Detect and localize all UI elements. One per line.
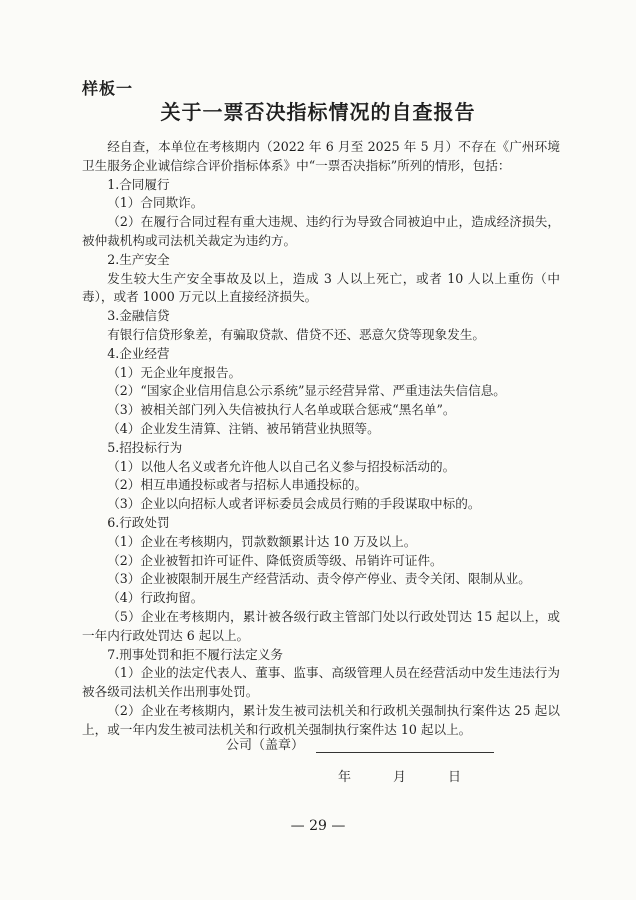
criteria-item: （1）以他人名义或者允许他人以自己名义参与招投标活动的。 [107,458,456,474]
signature-line [316,737,494,753]
signature-row [226,734,494,753]
section-heading: 6.行政处罚 [107,514,170,530]
date-day: 日 [448,770,462,785]
criteria-item: （3）企业被限制开展生产经营活动、责令停产停业、责令关闭、限制从业。 [107,571,531,587]
criteria-section [82,514,560,646]
criteria-section [82,646,560,740]
page-number: — 29 — [290,818,346,834]
company-seal-label: 公司（盖章） [226,738,305,753]
criteria-section [82,439,560,514]
criteria-item: （2）在履行合同过程有重大违规、违约行为导致合同被迫中止，造成经济损失，被仲裁机构或司法机关裁定为违约方。 [82,214,560,248]
section-heading: 5.招投标行为 [107,439,183,455]
criteria-item: （2）“国家企业信用信息公示系统”显示经营异常、严重违法失信信息。 [107,383,506,399]
criteria-item: （1）无企业年度报告。 [107,364,242,380]
criteria-section [82,345,560,439]
sample-label: 样板一 [82,79,134,98]
intro-paragraph: 经自查，本单位在考核期内（2022 年 6 月至 2025 年 5 月）不存在《广州环境卫生服务企业诚信综合评价指标体系》中“一票否决指标”所列的情形，包括： [82,139,560,173]
criteria-item: （3）企业以向招标人或者评标委员会成员行贿的手段谋取中标的。 [107,496,481,512]
criteria-item: （1）合同欺诈。 [107,195,204,211]
criteria-section [82,307,560,345]
criteria-item: （5）企业在考核期内，累计被各级行政主管部门处以行政处罚达 15 起以上，或一年内行政处罚达 6 起以上。 [82,608,560,643]
criteria-item: （4）企业发生清算、注销、被吊销营业执照等。 [107,420,380,436]
date-row [338,766,503,785]
date-year: 年 [338,770,352,785]
section-heading: 4.企业经营 [107,345,170,361]
criteria-item: （3）被相关部门列入失信被执行人名单或联合惩戒“黑名单”。 [107,402,456,418]
criteria-item: 有银行信贷形象差，有骗取贷款、借贷不还、恶意欠贷等现象发生。 [107,326,485,342]
date-month: 月 [393,770,407,785]
section-heading: 1.合同履行 [107,176,170,192]
criteria-item: （1）企业在考核期内，罚款数额累计达 10 万及以上。 [107,533,417,549]
criteria-item: （2）企业被暂扣许可证件、降低资质等级、吊销许可证件。 [107,552,443,568]
criteria-item: 发生较大生产安全事故及以上，造成 3 人以上死亡，或者 10 人以上重伤（中毒），或者 1000 万元以上直接经济损失。 [82,270,560,305]
criteria-item: （2）企业在考核期内，累计发生被司法机关和行政机关强制执行案件达 25 起以上，或一年内发生被司法机关和行政机关强制执行案件达 10 起以上。 [82,702,560,737]
section-heading: 2.生产安全 [107,251,170,267]
criteria-item: （2）相互串通投标或者与招标人串通投标的。 [107,477,368,493]
criteria-section [82,251,560,307]
section-heading: 3.金融信贷 [107,308,170,324]
criteria-item: （4）行政拘留。 [107,590,204,606]
criteria-sections [82,176,560,740]
criteria-item: （1）企业的法定代表人、董事、监事、高级管理人员在经营活动中发生违法行为被各级司法机关作出刑事处罚。 [82,665,560,700]
report-body [82,138,560,740]
document-title: 关于一票否决指标情况的自查报告 [160,100,476,124]
criteria-section [82,176,560,251]
section-heading: 7.刑事处罚和拒不履行法定义务 [107,646,283,662]
